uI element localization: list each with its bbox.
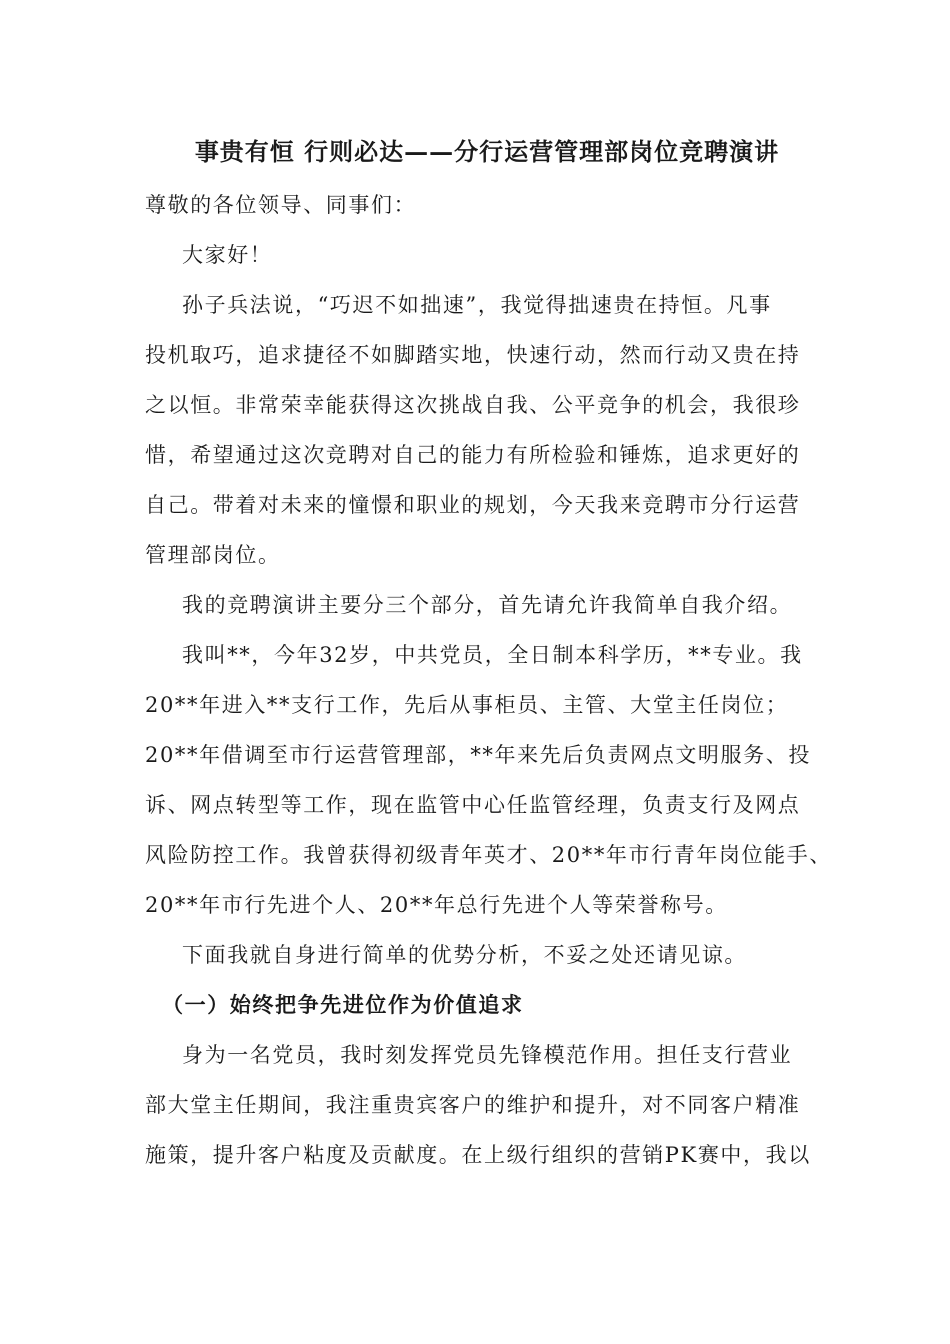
- paragraph-line: 下面我就自身进行简单的优势分析，不妥之处还请见谅。: [182, 943, 747, 967]
- paragraph-line: 之以恒。非常荣幸能获得这次挑战自我、公平竞争的机会，我很珍: [145, 393, 801, 417]
- paragraph-line: 部大堂主任期间，我注重贵宾客户的维护和提升，对不同客户精准: [145, 1093, 801, 1117]
- paragraph-line: 20**年市行先进个人、20**年总行先进个人等荣誉称号。: [145, 893, 728, 917]
- paragraph-line: 20**年借调至市行运营管理部，**年来先后负责网点文明服务、投: [145, 743, 811, 767]
- paragraph-line: 风险防控工作。我曾获得初级青年英才、20**年市行青年岗位能手、: [145, 843, 832, 867]
- salutation: 尊敬的各位领导、同事们：: [145, 193, 417, 217]
- paragraph-line: 诉、网点转型等工作，现在监管中心任监管经理，负责支行及网点: [145, 793, 801, 817]
- paragraph-line: 20**年进入**支行工作，先后从事柜员、主管、大堂主任岗位；: [145, 693, 789, 717]
- paragraph-line: 孙子兵法说，“巧迟不如拙速”，我觉得拙速贵在持恒。凡事: [182, 293, 772, 317]
- paragraph-line: 管理部岗位。: [145, 543, 281, 567]
- paragraph-line: 我的竞聘演讲主要分三个部分，首先请允许我简单自我介绍。: [182, 593, 793, 617]
- paragraph-line: 自己。带着对未来的憧憬和职业的规划，今天我来竞聘市分行运营: [145, 493, 801, 517]
- paragraph-line: 身为一名党员，我时刻发挥党员先锋模范作用。担任支行营业: [182, 1043, 793, 1067]
- document-title: 事贵有恒 行则必达——分行运营管理部岗位竞聘演讲: [194, 137, 780, 166]
- greeting: 大家好！: [182, 243, 273, 267]
- paragraph-line: 施策，提升客户粘度及贡献度。在上级行组织的营销PK赛中，我以: [145, 1143, 811, 1167]
- paragraph-line: 惜，希望通过这次竞聘对自己的能力有所检验和锤炼，追求更好的: [145, 443, 801, 467]
- paragraph-line: 我叫**，今年32岁，中共党员，全日制本科学历，**专业。我: [182, 643, 803, 667]
- section-heading: （一）始终把争先进位作为价值追求: [162, 992, 524, 1017]
- paragraph-line: 投机取巧，追求捷径不如脚踏实地，快速行动，然而行动又贵在持: [145, 343, 801, 367]
- document-body: [145, 180, 832, 1180]
